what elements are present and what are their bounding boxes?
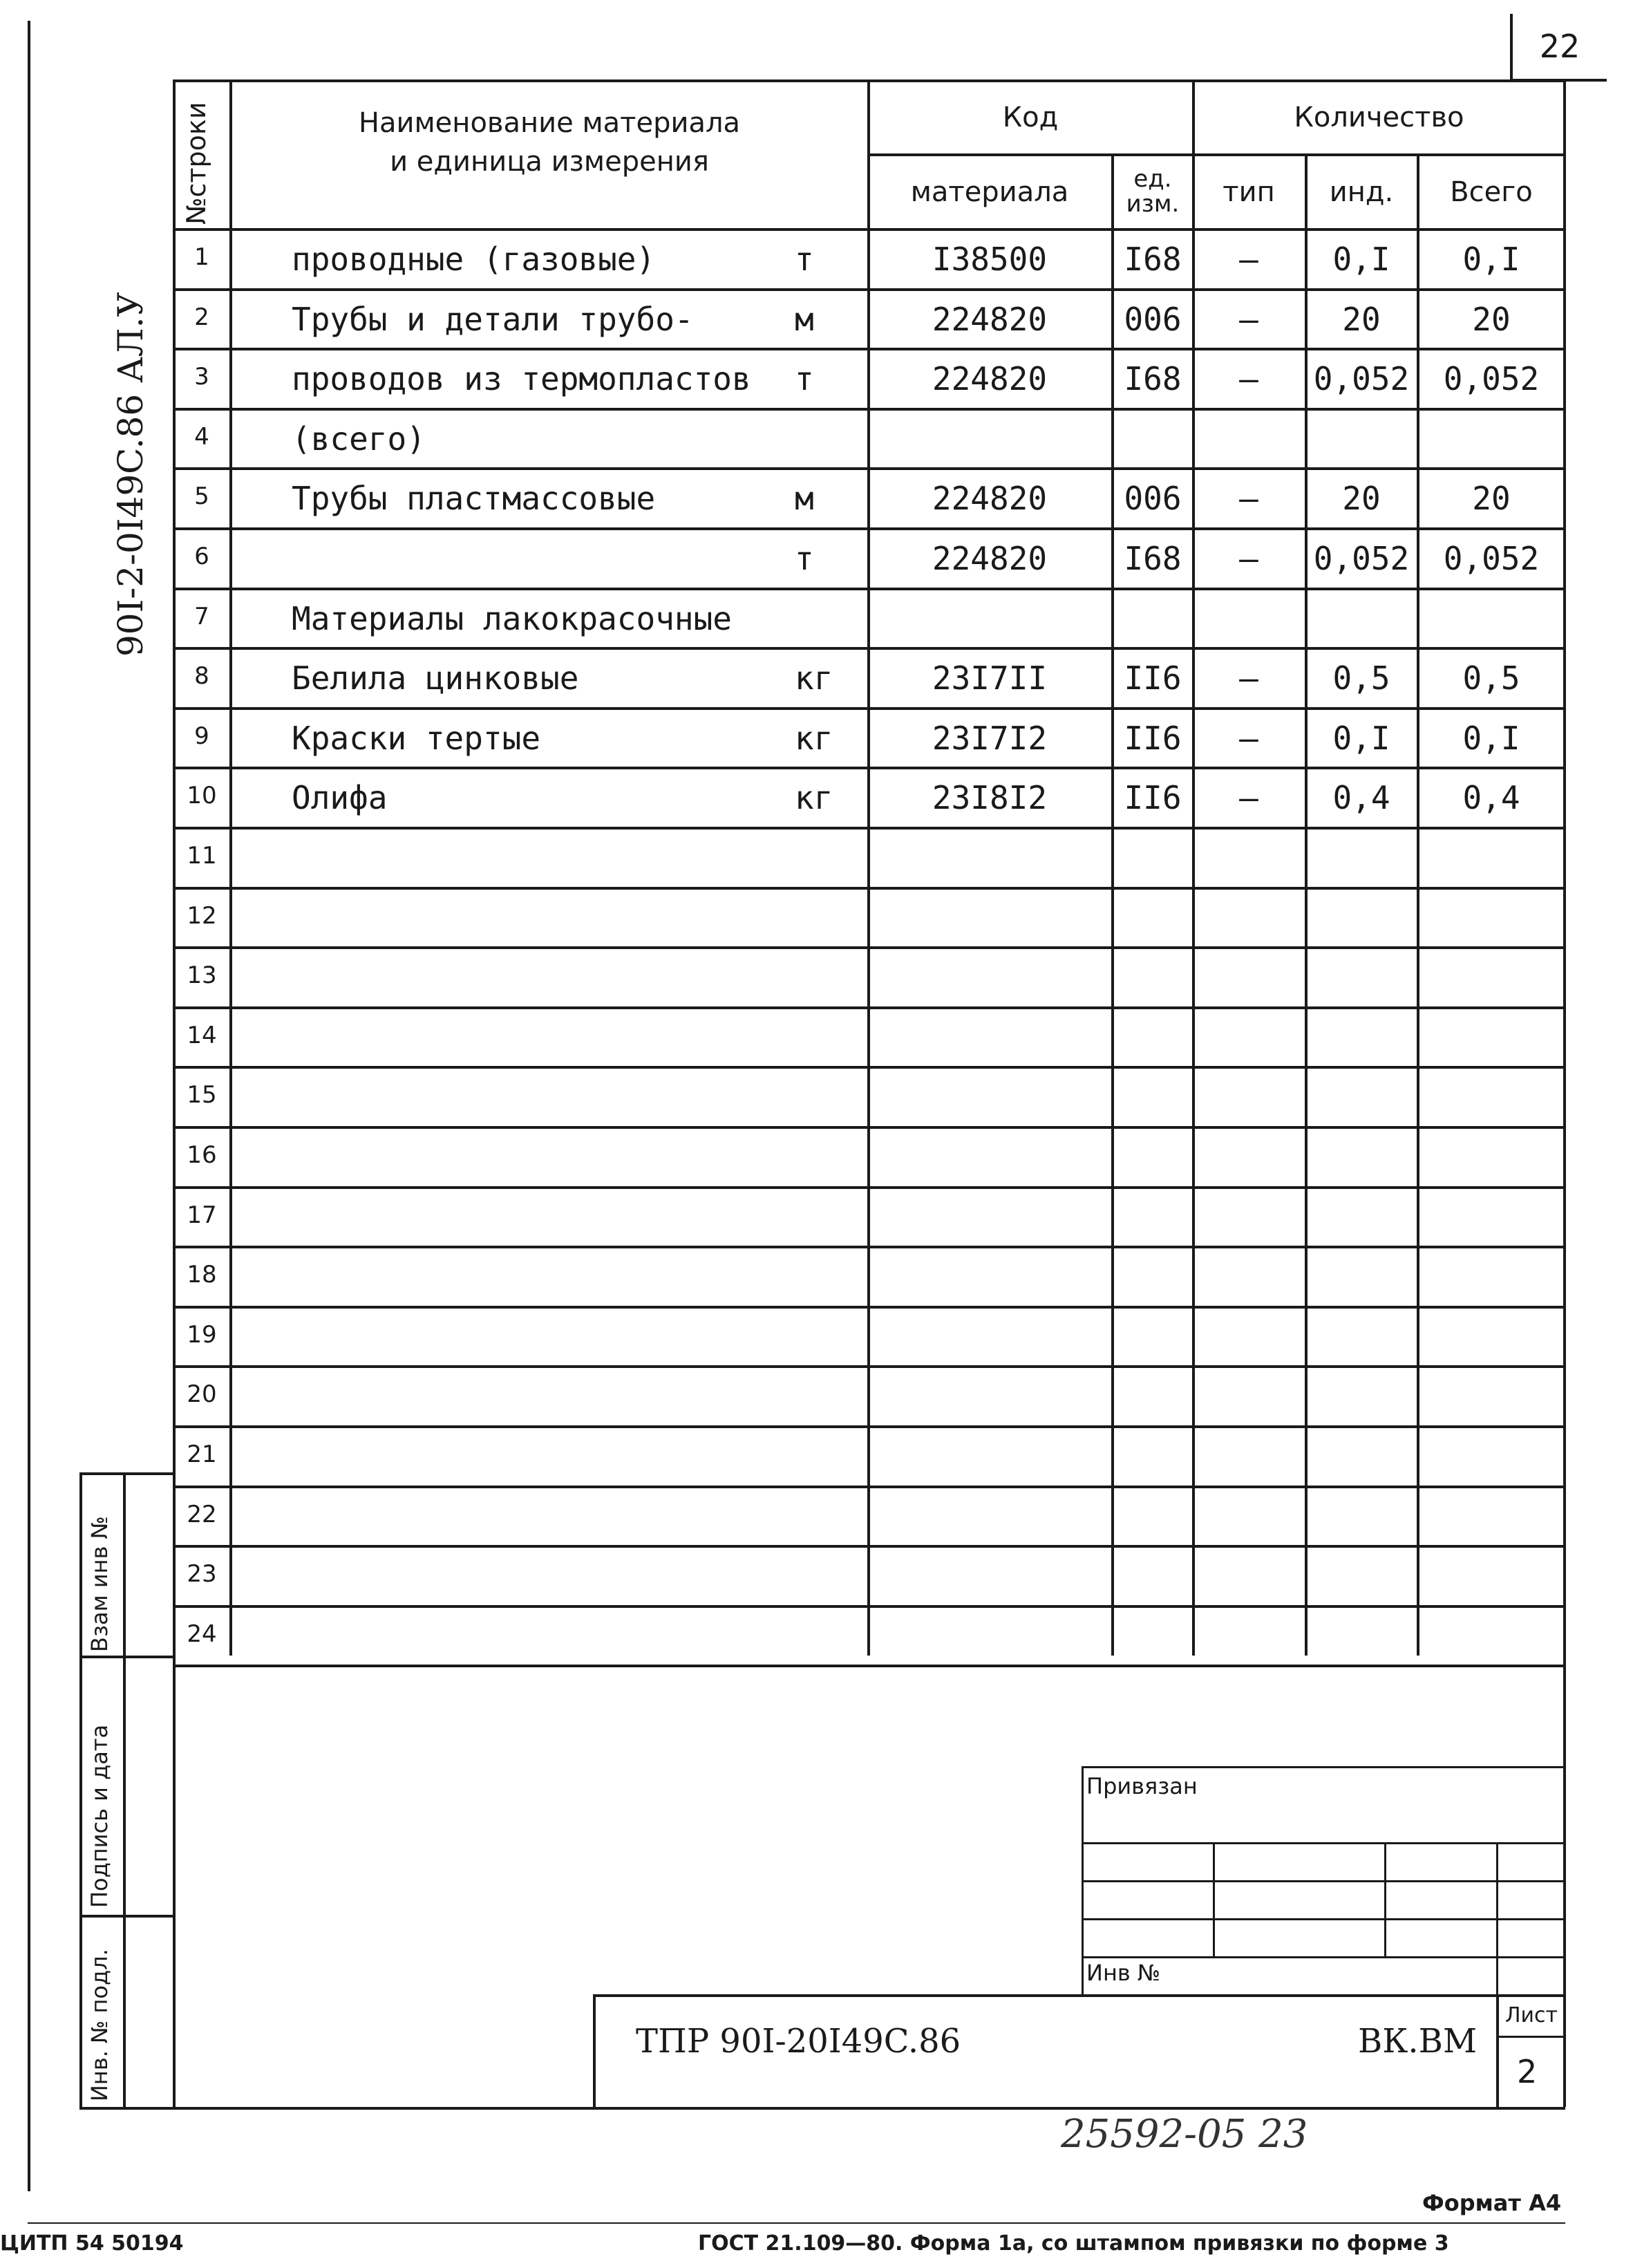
row-code: 224820 (932, 540, 1048, 577)
row-ind: 20 (1342, 480, 1381, 517)
row-number: 13 (187, 962, 217, 989)
header-name-line2: и единица измерения (390, 146, 709, 178)
table-row-line (173, 1665, 1565, 1667)
row-ind: 0,5 (1332, 659, 1390, 697)
row-type: – (1239, 779, 1258, 816)
row-number: 16 (187, 1141, 217, 1169)
row-number: 2 (194, 303, 209, 331)
row-type: – (1239, 540, 1258, 577)
page-number-text: 22 (1539, 28, 1580, 65)
table-row-line (173, 887, 1565, 890)
sheet-number: 2 (1517, 2053, 1538, 2090)
row-number: 11 (187, 842, 217, 870)
binding-bound-label: Привязан (1086, 1773, 1198, 1799)
row-name: проводов из термопластов (292, 360, 751, 397)
row-unit: кг (795, 659, 833, 697)
row-unit: т (795, 360, 814, 397)
table-row-line (173, 707, 1565, 710)
table-row-line (173, 1186, 1565, 1189)
row-type: – (1239, 720, 1258, 757)
table-row-line (173, 588, 1565, 590)
row-type: – (1239, 241, 1258, 278)
header-code-unit-line1: ед. (1133, 165, 1172, 194)
row-code: 23I7I2 (932, 720, 1048, 757)
table-row-line (173, 527, 1565, 530)
row-ind: 0,4 (1332, 779, 1390, 816)
header-row-number: №строки (181, 102, 211, 225)
row-unit: м (795, 301, 814, 338)
header-name-line1: Наименование материала (358, 107, 741, 139)
header-qty-total: Всего (1450, 176, 1533, 208)
row-type: – (1239, 659, 1258, 697)
page-number (1510, 14, 1607, 82)
row-number: 10 (187, 782, 217, 809)
row-type: – (1239, 301, 1258, 338)
table-row-line (173, 1306, 1565, 1309)
row-number: 22 (187, 1501, 217, 1528)
row-ind: 0,052 (1313, 360, 1410, 397)
row-number: 23 (187, 1560, 217, 1588)
row-number: 4 (194, 423, 209, 451)
footer-rule (28, 2222, 1565, 2224)
row-code: 23I8I2 (932, 779, 1048, 816)
table-row-line (173, 1425, 1565, 1428)
row-unit-code: I68 (1124, 360, 1182, 397)
table-row-line (173, 408, 1565, 411)
row-number: 1 (194, 243, 209, 271)
row-unit: т (795, 540, 814, 577)
row-unit: кг (795, 779, 833, 816)
side-stamp-left-border (79, 1472, 82, 2108)
header-qty-type: тип (1223, 176, 1275, 208)
side-stamp-div2 (79, 1915, 175, 1918)
row-unit-code: I68 (1124, 540, 1182, 577)
row-number: 6 (194, 543, 209, 570)
title-block-left (593, 1994, 596, 2108)
row-unit-code: 006 (1124, 480, 1182, 517)
frame-bottom-border (79, 2107, 1565, 2110)
row-number: 18 (187, 1261, 217, 1288)
title-block-top (593, 1994, 1565, 1997)
row-ind: 0,052 (1313, 540, 1410, 577)
binding-line4 (1082, 1956, 1565, 1958)
title-doc-code: ТПР 90I-20I49C.86 (636, 2022, 961, 2061)
title-mark: ВК.ВМ (1358, 2022, 1478, 2061)
row-total: 0,052 (1443, 540, 1540, 577)
side-stamp-div1 (79, 1656, 175, 1658)
row-code: 224820 (932, 360, 1048, 397)
header-qty-ind: инд. (1329, 176, 1394, 208)
binding-line3 (1082, 1918, 1565, 1920)
row-name: (всего) (292, 420, 426, 458)
row-number: 21 (187, 1441, 217, 1468)
row-total: 0,I (1462, 241, 1520, 278)
row-unit-code: II6 (1124, 720, 1182, 757)
row-unit-code: 006 (1124, 301, 1182, 338)
replace-inv-label: Взам инв № (86, 1516, 113, 1652)
table-row-line (173, 1246, 1565, 1248)
table-row-line (173, 1066, 1565, 1069)
row-ind: 20 (1342, 301, 1381, 338)
binding-inv-label: Инв № (1086, 1960, 1161, 1986)
row-name: Трубы и детали трубо- (292, 301, 694, 338)
row-total: 0,5 (1462, 659, 1520, 697)
table-row-line (173, 467, 1565, 470)
binding-col1 (1213, 1842, 1215, 1956)
row-total: 20 (1472, 301, 1511, 338)
row-code: I38500 (932, 241, 1048, 278)
table-row-line (173, 288, 1565, 291)
row-number: 3 (194, 363, 209, 391)
binding-line1 (1082, 1842, 1565, 1844)
row-total: 20 (1472, 480, 1511, 517)
header-code-material: материала (910, 176, 1069, 208)
row-name: проводные (газовые) (292, 241, 656, 278)
footer-left: ЦИТП 54 50194 (0, 2231, 184, 2256)
orig-inv-label: Инв. № подл. (86, 1949, 113, 2101)
row-number: 9 (194, 722, 209, 750)
row-total: 0,I (1462, 720, 1520, 757)
row-number: 17 (187, 1201, 217, 1229)
side-document-code: 90I-2-0I49C.86 АЛ.У (111, 292, 151, 657)
row-name: Материалы лакокрасочные (292, 600, 732, 637)
table-row-line (173, 1126, 1565, 1129)
row-number: 20 (187, 1380, 217, 1408)
row-unit: м (795, 480, 814, 517)
row-type: – (1239, 480, 1258, 517)
title-block-sheet-divider (1496, 1994, 1499, 2108)
right-frame-line (1563, 82, 1566, 2107)
binding-line2 (1082, 1880, 1565, 1882)
row-ind: 0,I (1332, 720, 1390, 757)
table-row-line (173, 946, 1565, 949)
row-code: 23I7II (932, 659, 1048, 697)
left-margin-line (28, 21, 30, 2191)
table-row-line (173, 767, 1565, 769)
binding-top (1082, 1766, 1565, 1768)
table-row-line (173, 1006, 1565, 1009)
row-unit-code: II6 (1124, 779, 1182, 816)
row-number: 8 (194, 662, 209, 690)
row-type: – (1239, 360, 1258, 397)
binding-col3 (1496, 1842, 1498, 1994)
row-name: Краски тертые (292, 720, 541, 757)
row-number: 7 (194, 603, 209, 630)
row-number: 15 (187, 1081, 217, 1109)
table-row-line (173, 1486, 1565, 1488)
row-unit-code: II6 (1124, 659, 1182, 697)
table-row-line (173, 1545, 1565, 1548)
row-total: 0,4 (1462, 779, 1520, 816)
row-name: Олифа (292, 779, 388, 816)
row-unit: т (795, 241, 814, 278)
row-ind: 0,I (1332, 241, 1390, 278)
row-number: 19 (187, 1321, 217, 1349)
row-number: 12 (187, 902, 217, 930)
row-name: Трубы пластмассовые (292, 480, 656, 517)
table-row-line (173, 348, 1565, 350)
row-total: 0,052 (1443, 360, 1540, 397)
header-code: Код (1002, 102, 1059, 133)
table-row-line (173, 1605, 1565, 1608)
col-line-1 (229, 79, 232, 1656)
header-code-unit-line2: изм. (1126, 190, 1180, 218)
header-code-unit (1114, 158, 1191, 227)
footer-right: ГОСТ 21.109—80. Форма 1а, со штампом привязки по форме 3 (698, 2231, 1449, 2256)
signature-date-label: Подпись и дата (86, 1724, 113, 1908)
header-name (235, 104, 864, 181)
handwritten-number: 25592-05 23 (1061, 2112, 1308, 2157)
title-block-sheet-line (1496, 2036, 1565, 2038)
row-code: 224820 (932, 301, 1048, 338)
format-label: Формат А4 (1422, 2190, 1562, 2216)
row-code: 224820 (932, 480, 1048, 517)
row-number: 14 (187, 1022, 217, 1049)
table-row-line (173, 647, 1565, 650)
row-number: 5 (194, 482, 209, 510)
binding-col2 (1384, 1842, 1386, 1956)
header-mid-line (867, 153, 1565, 156)
header-quantity: Количество (1294, 102, 1464, 133)
row-number: 24 (187, 1620, 217, 1648)
row-unit: кг (795, 720, 833, 757)
side-stamp-mid-border (123, 1472, 126, 2108)
sheet-label: Лист (1505, 2003, 1558, 2027)
table-row-line (173, 1365, 1565, 1368)
table-row-line (173, 827, 1565, 830)
row-name: Белила цинковые (292, 659, 579, 697)
side-stamp-top (79, 1472, 175, 1475)
row-unit-code: I68 (1124, 241, 1182, 278)
